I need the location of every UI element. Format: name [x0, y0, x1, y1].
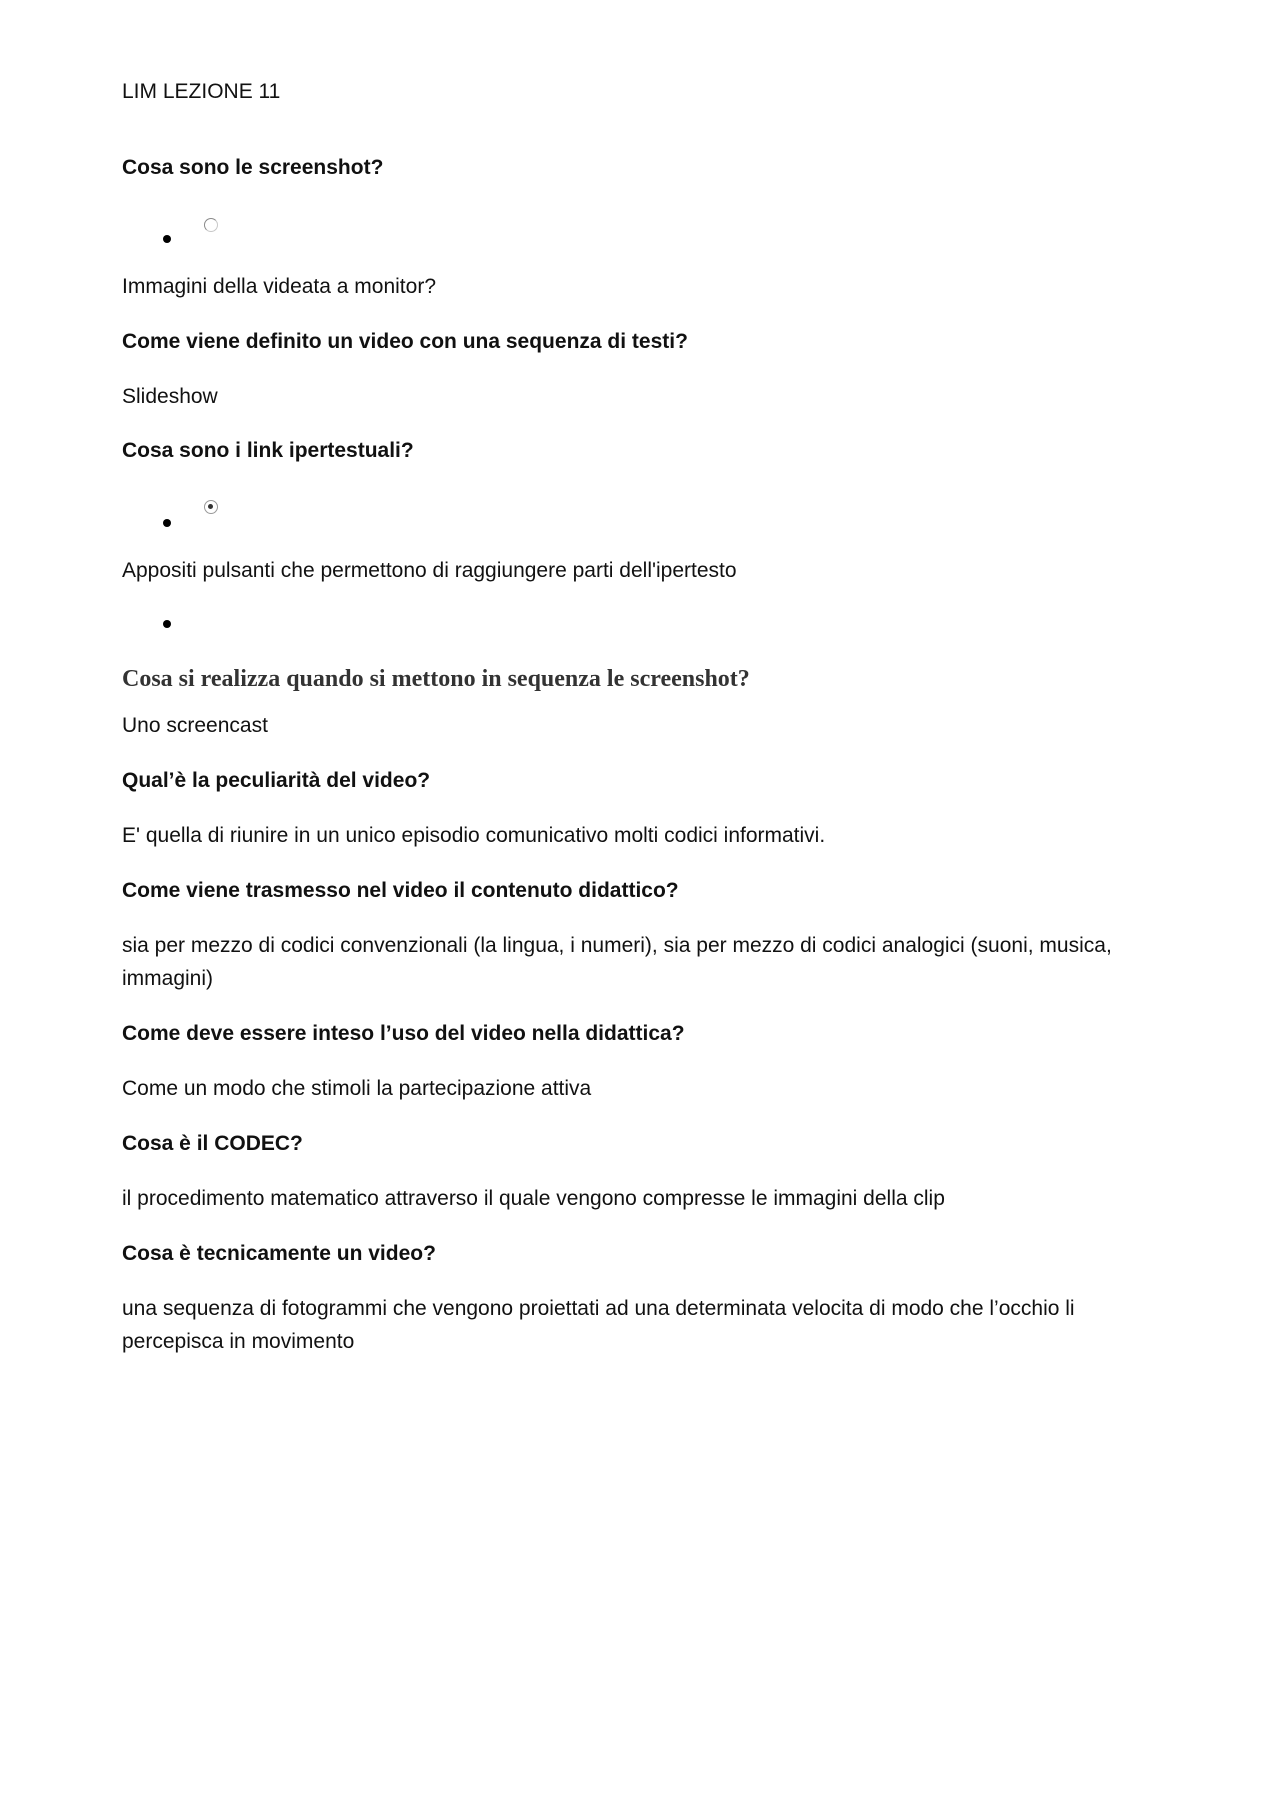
bullet-icon [163, 235, 171, 243]
radio-selected-icon[interactable] [204, 500, 218, 514]
answer-1: Immagini della videata a monitor? [122, 275, 436, 298]
radio-dot-icon [208, 504, 213, 509]
question-3: Cosa sono i link ipertestuali? [122, 439, 414, 462]
question-5: Qual’è la peculiarità del video? [122, 769, 431, 792]
answer-5: E' quella di riunire in un unico episodio comunicativo molti codici informativi. [122, 824, 826, 847]
question-7: Come deve essere inteso l’uso del video nella didattica? [122, 1022, 685, 1045]
question-9: Cosa è tecnicamente un video? [122, 1242, 436, 1265]
answer-9: una sequenza di fotogrammi che vengono proiettati ad una determinata velocita di modo che l’occhio li percepisca in movimento [122, 1297, 1075, 1353]
answer-8: il procedimento matematico attraverso il quale vengono compresse le immagini della clip [122, 1187, 945, 1210]
answer-2: Slideshow [122, 385, 218, 408]
bullet-icon [163, 519, 171, 527]
question-2: Come viene definito un video con una sequenza di testi? [122, 330, 688, 353]
answer-4: Uno screencast [122, 714, 268, 737]
answer-6: sia per mezzo di codici convenzionali (la lingua, i numeri), sia per mezzo di codici analogici (suoni, musica, immagini) [122, 934, 1112, 990]
question-4-heading: Cosa si realizza quando si mettono in sequenza le screenshot? [122, 666, 750, 692]
question-8: Cosa è il CODEC? [122, 1132, 303, 1155]
question-6: Come viene trasmesso nel video il contenuto didattico? [122, 879, 679, 902]
document-header: LIM LEZIONE 11 [122, 80, 281, 103]
question-1: Cosa sono le screenshot? [122, 156, 384, 179]
bullet-icon [163, 620, 171, 628]
radio-unselected-icon[interactable] [204, 218, 218, 232]
answer-7: Come un modo che stimoli la partecipazione attiva [122, 1077, 592, 1100]
answer-3: Appositi pulsanti che permettono di raggiungere parti dell'ipertesto [122, 559, 737, 582]
